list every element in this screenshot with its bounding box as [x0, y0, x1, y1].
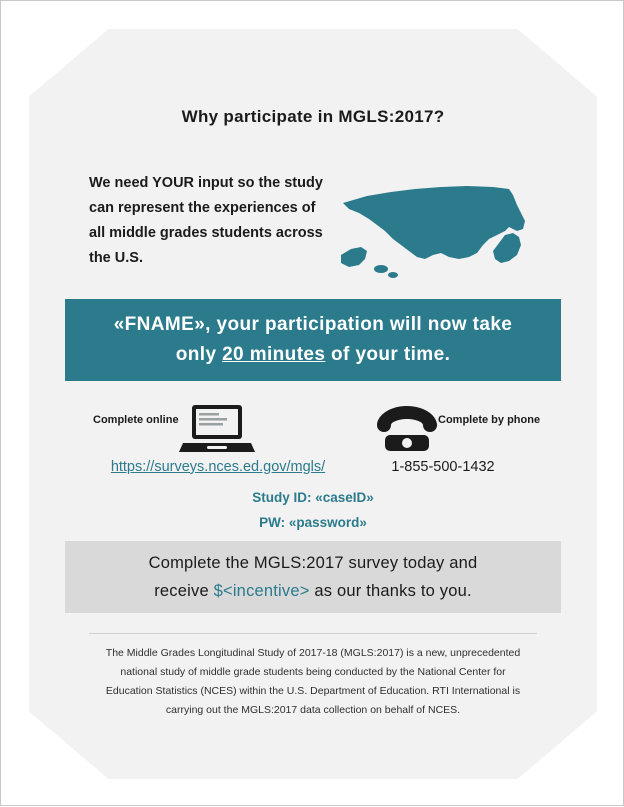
- intro-paragraph: We need YOUR input so the study can represent the experiences of all middle grades students across the U.S.: [89, 175, 323, 266]
- participation-banner: [65, 299, 561, 381]
- participation-duration: 20 minutes: [222, 344, 326, 365]
- flyer-content: [1, 1, 624, 807]
- participation-line-1: «FNAME», your participation will now take: [113, 314, 513, 335]
- incentive-amount: $<incentive>: [213, 582, 310, 600]
- page-title: Why participate in MGLS:2017?: [181, 107, 445, 126]
- us-map-icon: [337, 169, 537, 289]
- complete-online-label: Complete online: [93, 414, 179, 426]
- complete-by-phone-label: Complete by phone: [438, 414, 541, 426]
- incentive-line-2-prefix: receive: [154, 582, 214, 600]
- survey-url-link[interactable]: https://surveys.nces.ed.gov/mgls/: [110, 459, 326, 475]
- incentive-line-2: [154, 577, 472, 605]
- incentive-line-2-suffix: as our thanks to you.: [309, 582, 472, 600]
- laptop-icon: [179, 403, 255, 455]
- study-id-value: Study ID: «caseID»: [252, 490, 374, 505]
- participation-line-2: [176, 340, 451, 370]
- survey-phone-number: 1-855-500-1432: [391, 459, 495, 475]
- footer-disclaimer: The Middle Grades Longitudinal Study of 2017-18 (MGLS:2017) is a new, unprecedented national study of middle grade students being conducted by the National Center for Education Statistics (NCES) within the U.S. Department of Education. RTI International is carrying out the MGLS:2017 data collection on behalf of NCES.: [105, 647, 521, 716]
- password-value: PW: «password»: [259, 515, 367, 530]
- participation-line-2-prefix: only: [175, 344, 223, 365]
- incentive-banner: [65, 541, 561, 613]
- telephone-icon: [373, 403, 441, 455]
- footer-divider: [89, 633, 537, 634]
- incentive-line-1: Complete the MGLS:2017 survey today and: [148, 554, 478, 572]
- participation-line-2-suffix: of your time.: [325, 344, 451, 365]
